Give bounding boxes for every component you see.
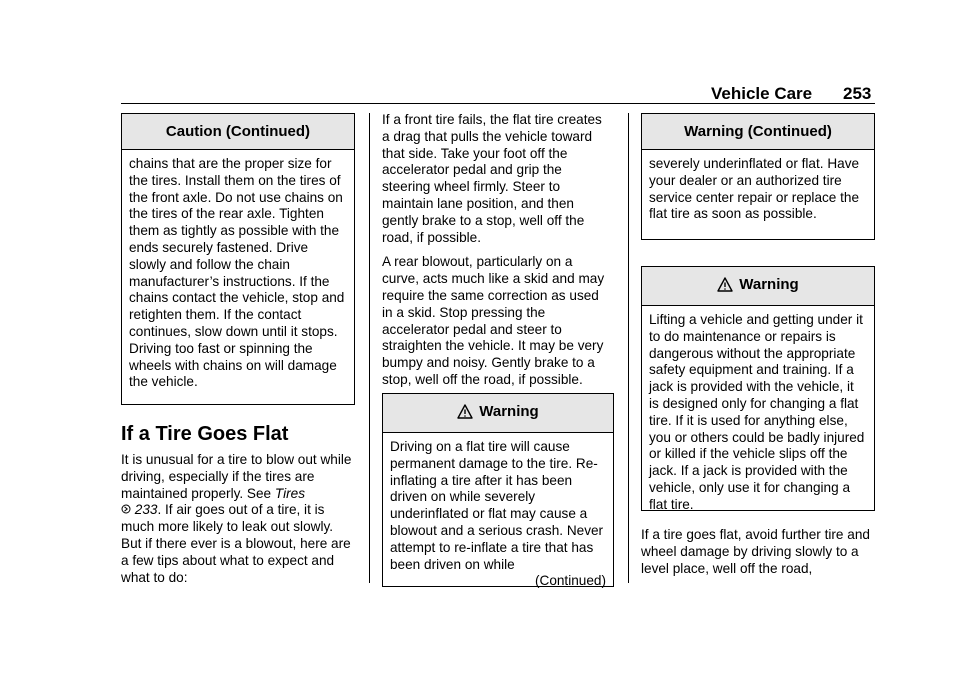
warning-1-text-wrap bbox=[383, 433, 613, 590]
page-header bbox=[0, 0, 960, 110]
caution-title: Caution (Continued) bbox=[122, 114, 354, 150]
warning-1-title: Warning bbox=[479, 403, 539, 420]
warning-continued-text: severely underinflated or flat. Have your dealer or an authorized tire service center repair or replace the flat tire as soon as possible. bbox=[649, 156, 860, 222]
page-reference-arrow-icon bbox=[121, 502, 131, 519]
column-2-text bbox=[382, 112, 612, 397]
intro-text-2: . If air goes out of a tire, it is much more likely to leak out slowly. But if there ever is a blowout, here are a few tips about what to expect and what to do: bbox=[121, 502, 351, 585]
continued-label: (Continued) bbox=[534, 573, 606, 589]
page-number: 253 bbox=[843, 84, 872, 103]
rear-blowout-paragraph: A rear blowout, particularly on a curve, acts much like a skid and may require the same correction as used in a skid. Stop pressing the accelerator pedal and steer to straighten the vehicle. It may be very bumpy and noisy. Gently brake to a stop, well off the road, if possible. bbox=[382, 254, 605, 387]
column-divider-left bbox=[369, 113, 370, 583]
warning-1-header bbox=[383, 394, 613, 433]
flat-tire-paragraph: If a tire goes flat, avoid further tire and wheel damage by driving slowly to a level place, well off the road, bbox=[641, 527, 870, 576]
warning-2-text: Lifting a vehicle and getting under it to do maintenance or repairs is dangerous without the appropriate safety equipment and training. If a jack is provided with the vehicle, it is designed only for changing a flat tire. If it is used for anything else, you or others could be badly injured or killed if the vehicle slips off the jack. If a jack is provided with the vehicle, only use it for changing a flat tire. bbox=[649, 312, 865, 512]
caution-box bbox=[121, 113, 355, 405]
warning-box-2 bbox=[641, 266, 875, 511]
tires-page-link[interactable]: 233 bbox=[134, 502, 158, 518]
front-tire-paragraph: If a front tire fails, the flat tire creates a drag that pulls the vehicle toward that side. Take your foot off the accelerator pedal and grip the steering wheel firmly. Steer to maintain lane position, and then gently brake to a stop, well off the road, if possible. bbox=[382, 112, 602, 245]
column-divider-right bbox=[628, 113, 629, 583]
section-header-title: Vehicle Care bbox=[711, 84, 813, 103]
warning-continued-box bbox=[641, 113, 875, 240]
warning-box-1 bbox=[382, 393, 614, 587]
warning-continued-title: Warning (Continued) bbox=[642, 114, 874, 150]
tires-link[interactable]: Tires bbox=[274, 485, 305, 501]
header-rule bbox=[121, 103, 875, 104]
section-title: If a Tire Goes Flat bbox=[121, 423, 289, 445]
warning-triangle-icon bbox=[717, 277, 733, 298]
intro-paragraph bbox=[121, 452, 357, 594]
warning-1-text: Driving on a flat tire will cause permanent damage to the tire. Re-inflating a tire after it has been driven on while severely underinflated or flat may cause a blowout and a serious crash. Never attempt to re-inflate a tire that has been driven on while bbox=[390, 439, 604, 572]
warning-triangle-icon bbox=[457, 404, 473, 425]
warning-2-header bbox=[642, 267, 874, 306]
warning-2-title: Warning bbox=[739, 276, 799, 293]
intro-text-1: It is unusual for a tire to blow out while driving, especially if the tires are maintained properly. See bbox=[121, 452, 352, 501]
caution-text: chains that are the proper size for the tires. Install them on the tires of the front axle. Do not use chains on the tires of the rear axle. Tighten them as tightly as possible with the ends securely fastened. Drive slowly and follow the chain manufacturer’s instructions. If the chains contact the vehicle, stop and retighten them. If the contact continues, slow down until it stops. Driving too fast or spinning the wheels with chains on will damage the vehicle. bbox=[129, 156, 345, 390]
